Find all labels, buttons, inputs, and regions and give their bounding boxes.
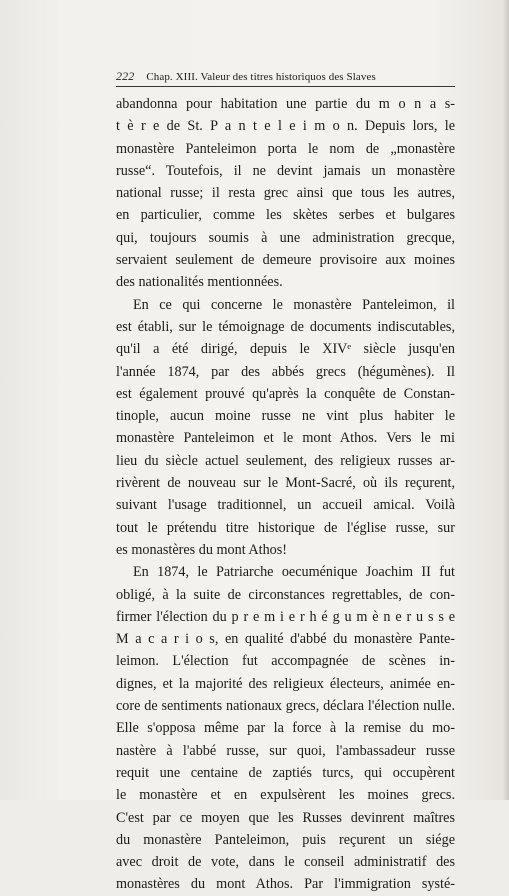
text-line: est également prouvé qu'après la conquête de Constan- [116,385,455,402]
text-line: russe“. Toutefois, il ne devint jamais un monastère [116,162,455,179]
text-line: core de sentiments nationaux grecs, déclara l'élection nulle. [116,698,455,715]
text-line: t è r e de St. P a n t e l e i m o n. Depuis lors, le [116,118,455,135]
text-line: avec droit de vote, dans le conseil administratif des [116,854,455,871]
text-line: C'est par ce moyen que les Russes devinrent maîtres [116,809,455,826]
text-line: le monastère et en expulsèrent les moines grecs. [116,787,455,804]
text-line: En 1874, le Patriarche oecuménique Joachim II fut [133,564,455,581]
text-line: M a c a r i o s, en qualité d'abbé du monastère Pante- [116,631,455,648]
text-line: des nationalités mentionnées. [116,274,283,291]
text-line: abandonna pour habitation une partie du m o n a s- [116,96,455,112]
text-line: l'année 1874, par des abbés grecs (hégumènes). Il [116,363,455,380]
running-title: Chap. XIII. Valeur des titres historiquos des Slaves [146,71,376,83]
text-line: qui, toujours soumis à une administration grecque, [116,229,455,246]
body-text [116,93,455,896]
text-line: suivant l'usage traditionnel, un accueil amical. Voilà [116,497,455,514]
text-line: Elle s'opposa même par la force à la remise du mo- [116,720,455,737]
text-line: qu'il a été dirigé, depuis le XIVᵉ siècle jusqu'en [116,341,455,358]
page-number: 222 [116,69,135,83]
text-line: nastère à l'abbé russe, sur quoi, l'ambassadeur russe [116,742,455,759]
text-line: leimon. L'élection fut accompagnée de scènes in- [116,653,455,670]
text-line: lieu du siècle actuel seulement, des religieux russes ar- [116,452,455,469]
text-line: rivèrent de nouveau sur le Mont-Sacré, où ils reçurent, [116,475,455,492]
text-line: tinople, aucun moine russe ne vint plus habiter le [116,408,455,425]
text-line: firmer l'élection du p r e m i e r h é g u m è n e r u s s e [116,608,455,625]
text-line: tout le prétendu titre historique de l'église russe, sur [116,519,455,536]
text-line: servaient seulement de demeure provisoire aux moines [116,252,455,269]
header-rule [116,86,455,87]
text-line: est établi, sur le témoignage de documents indiscutables, [116,318,455,335]
running-header [116,69,456,84]
text-line: En ce qui concerne le monastère Panteleimon, il [133,296,455,313]
text-line: dignes, et la majorité des religieux électeurs, animée en- [116,675,455,692]
text-line: obligé, à la suite de circonstances regrettables, de con- [116,586,455,603]
page-edge-shadow [503,0,509,800]
text-line: monastères du mont Athos. Par l'immigration systé- [116,876,455,893]
text-line: monastère Panteleimon et le mont Athos. Vers le mi [116,430,455,447]
text-line: national russe; il resta grec ainsi que tous les autres, [116,185,455,202]
text-line: es monastères du mont Athos! [116,541,288,558]
text-line: en particulier, comme les skètes serbes et bulgares [116,207,455,224]
text-line: requit une centaine de zaptiés turcs, qui occupèrent [116,764,455,781]
text-line: du monastère Panteleimon, puis reçurent un siége [116,831,455,848]
text-line: monastère Panteleimon porta le nom de „monastère [116,140,455,157]
